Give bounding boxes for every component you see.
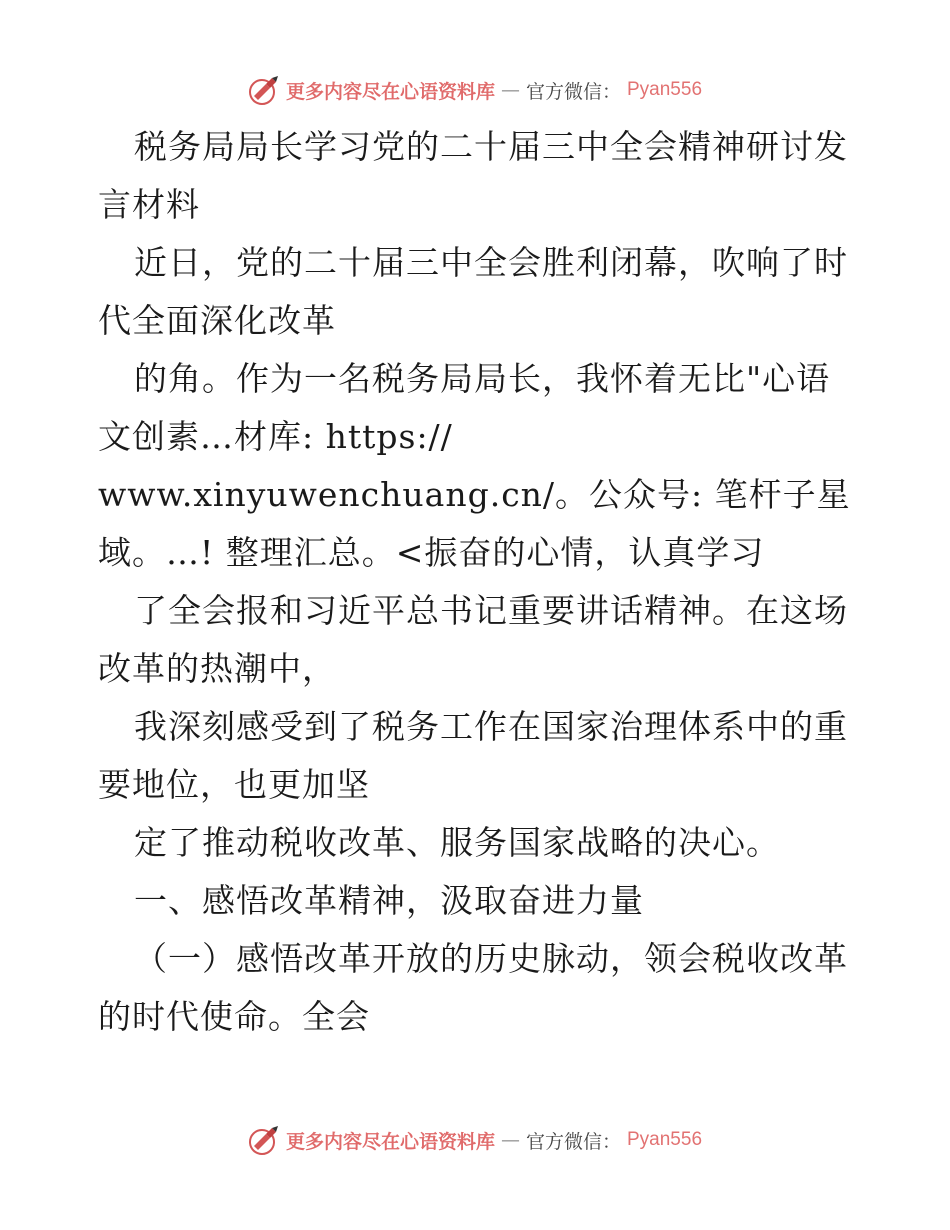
doc-line: 域。…! 整理汇总。<振奋的心情，认真学习 <box>98 533 765 572</box>
doc-line: 的角。作为一名税务局局长，我怀着无比"心语 <box>134 359 831 398</box>
watermark-dash: — <box>500 1129 520 1151</box>
pen-logo-icon <box>248 1124 280 1156</box>
watermark-label: 官方微信： <box>525 1130 621 1153</box>
pen-logo-icon <box>248 74 280 106</box>
doc-line: 定了推动税收改革、服务国家战略的决心。 <box>134 823 780 862</box>
watermark-label: 官方微信： <box>525 80 621 103</box>
doc-line: 要地位，也更加坚 <box>98 765 370 804</box>
doc-line: 言材料 <box>98 185 200 224</box>
doc-line: 近日，党的二十届三中全会胜利闭幕，吹响了时 <box>134 243 848 282</box>
watermark-main-text: 更多内容尽在心语资料库 <box>285 1130 495 1153</box>
footer-watermark <box>0 1120 950 1160</box>
watermark-dash: — <box>500 79 520 101</box>
watermark-id: Pyan556 <box>627 1129 703 1150</box>
watermark-id: Pyan556 <box>627 79 703 100</box>
doc-line: 一、感悟改革精神，汲取奋进力量 <box>134 881 644 920</box>
header-watermark <box>0 70 950 110</box>
doc-line: 税务局局长学习党的二十届三中全会精神研讨发 <box>134 127 848 166</box>
doc-line: 代全面深化改革 <box>98 301 336 340</box>
doc-line: 文创素…材库: https:// <box>98 417 453 456</box>
document-body <box>98 118 858 1046</box>
doc-line: 了全会报和习近平总书记重要讲话精神。在这场 <box>134 591 848 630</box>
doc-line: 我深刻感受到了税务工作在国家治理体系中的重 <box>134 707 848 746</box>
doc-line: www.xinyuwenchuang.cn/。公众号: 笔杆子星 <box>98 475 851 514</box>
watermark-main-text: 更多内容尽在心语资料库 <box>285 80 495 103</box>
doc-line: 的时代使命。全会 <box>98 997 370 1036</box>
watermark-banner <box>248 1124 702 1156</box>
doc-line: 改革的热潮中， <box>98 649 336 688</box>
doc-line: （一）感悟改革开放的历史脉动，领会税收改革 <box>134 939 848 978</box>
watermark-banner <box>248 74 702 106</box>
